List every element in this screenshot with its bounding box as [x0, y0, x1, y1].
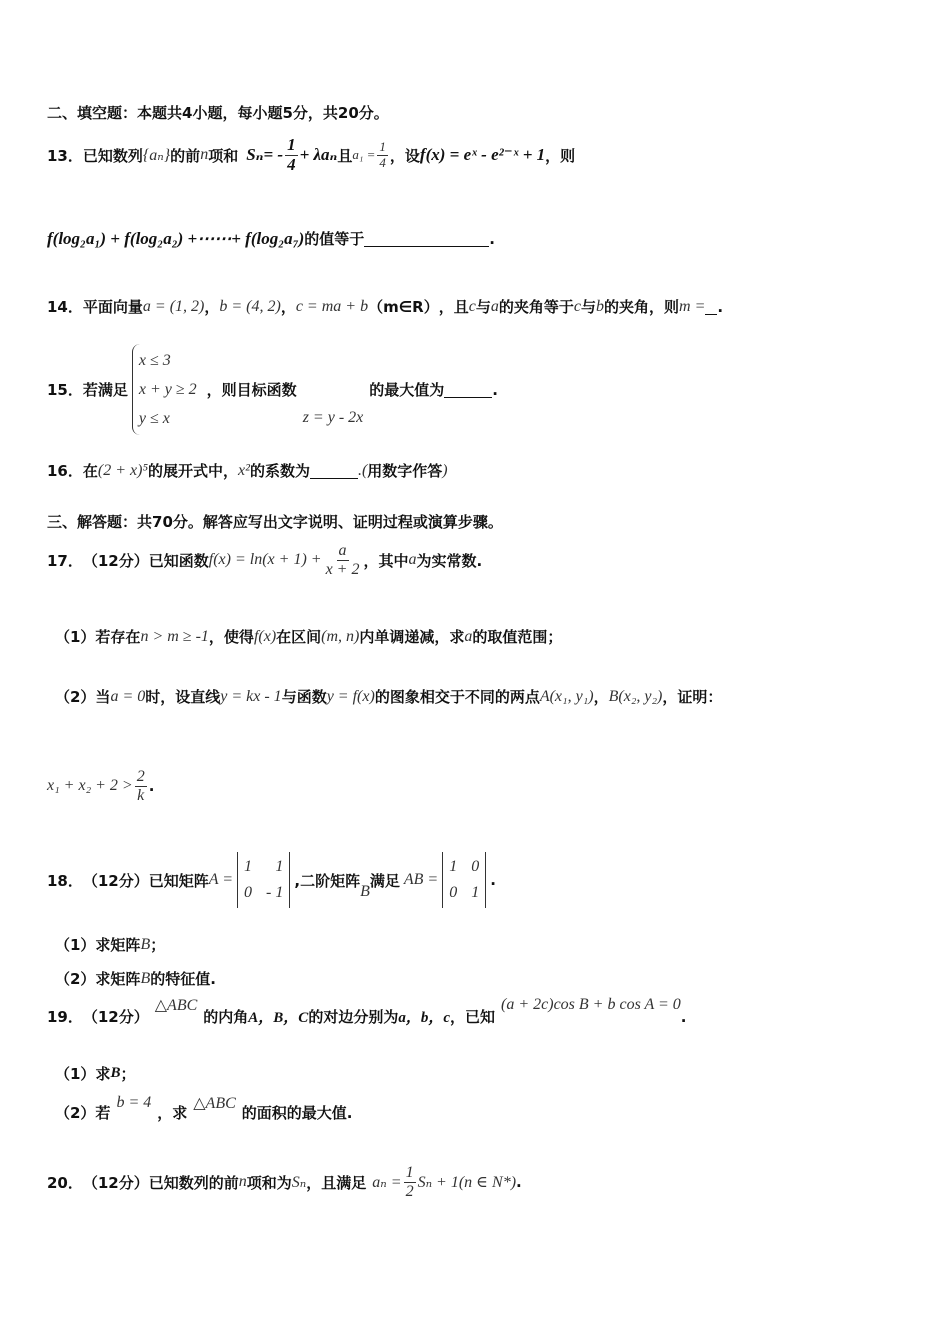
q17-frac: $\frac{a}{x + 2}$ [325, 542, 360, 578]
section-3-heading: 三、解答题：共70分。解答应写出文字说明、证明过程或演算步骤。 [47, 513, 503, 531]
question-17-part-2: （2）当 a = 0 时，设直线 y = kx - 1 与函数 y = f(x) 的图象相交于不同的两点 A(x₁, y₁) ， B(x₂, y₂) ，证明： [55, 687, 723, 706]
question-15: 15． 若满足 x ≤ 3 x + y ≥ 2 y ≤ x ，则目标函数 z = y - 2x 的最大值为 . [47, 344, 498, 435]
q13-seq: {aₙ} [142, 147, 171, 165]
q13-frac-quarter: $\frac{1}{4}$ [287, 135, 296, 174]
constraint-system: x ≤ 3 x + y ≥ 2 y ≤ x [132, 344, 203, 435]
matrix-a: 1 1 0 - 1 [237, 852, 290, 908]
question-20: 20． （12分） 已知数列的前 n 项和为 Sₙ ，且满足 aₙ = $\frac{1}{2}$ Sₙ + 1(n ∈ N*) . [47, 1164, 522, 1200]
question-17: 17． （12分） 已知函数 f(x) = ln(x + 1) + $\frac{a}{x + 2}$ ，其中 a 为实常数. [47, 542, 483, 578]
q13-fx: f(x) = eˣ - e²⁻ˣ + 1 [419, 145, 546, 165]
answer-blank[interactable] [444, 381, 492, 398]
answer-blank[interactable] [705, 298, 717, 315]
question-14: 14． 平面向量 a = (1, 2) ， b = (4, 2) ， c = ma + b （m∈R） ，且 c 与 a 的夹角等于 c 与 b 的夹角，则 m = . [47, 297, 724, 316]
question-16: 16． 在 (2 + x)⁵ 的展开式中， x² 的系数为 .( 用数字作答 ) [47, 461, 448, 480]
q13-sn: Sₙ [246, 145, 264, 165]
matrix-identity: 1 0 0 1 [442, 852, 486, 908]
answer-blank[interactable] [364, 230, 489, 247]
question-17-part-1: （1）若存在 n > m ≥ -1 ，使得 f(x) 在区间 (m, n) 内单调递减，求 a 的取值范围； [55, 627, 563, 646]
question-18-part-2: （2）求矩阵 B 的特征值. [55, 969, 216, 988]
objective-function: z = y - 2x [302, 408, 364, 426]
question-13-cont: f(log₂a₁) + f(log₂a₂) +⋯⋯+ f(log₂a₇) 的值等于 . [47, 228, 495, 248]
question-19: 19． （12分） △ABC 的内角 A，B，C 的对边分别为 a，b，c ，已知 (a + 2c)cos B + b cos A = 0 . [47, 995, 687, 1026]
q20-frac-half: $\frac{1}{2}$ [405, 1164, 414, 1200]
question-18-part-1: （1）求矩阵 B ； [55, 935, 166, 954]
question-13: 13． 已知数列 {aₙ} 的前 n 项和 Sₙ = - $\frac{1}{4}$ + λaₙ 且 a₁ = $\frac{1}{4}$ ，设 f(x) = eˣ - e²⁻ˣ + 1 ，则 [47, 135, 576, 174]
section-2-heading: 二、填空题：本题共4小题，每小题5分，共20分。 [47, 104, 389, 122]
question-19-part-2: （2）若 b = 4 ，求 △ABC 的面积的最大值. [55, 1093, 353, 1122]
answer-blank[interactable] [310, 462, 358, 479]
q13-sum: f(log₂a₁) + f(log₂a₂) +⋯⋯+ f(log₂a₇) [47, 228, 305, 248]
q13-a1-frac: $\frac{1}{4}$ [379, 139, 386, 170]
q17-ineq-frac: $\frac{2}{k}$ [136, 768, 145, 804]
question-18: 18． （12分） 已知矩阵 A = 1 1 0 - 1 ,二阶矩阵 B 满足 AB = 1 0 0 1 . [47, 852, 496, 908]
question-17-inequality: x₁ + x₂ + 2 > $\frac{2}{k}$ . [47, 768, 155, 804]
question-19-part-1: （1）求 B ； [55, 1065, 136, 1083]
